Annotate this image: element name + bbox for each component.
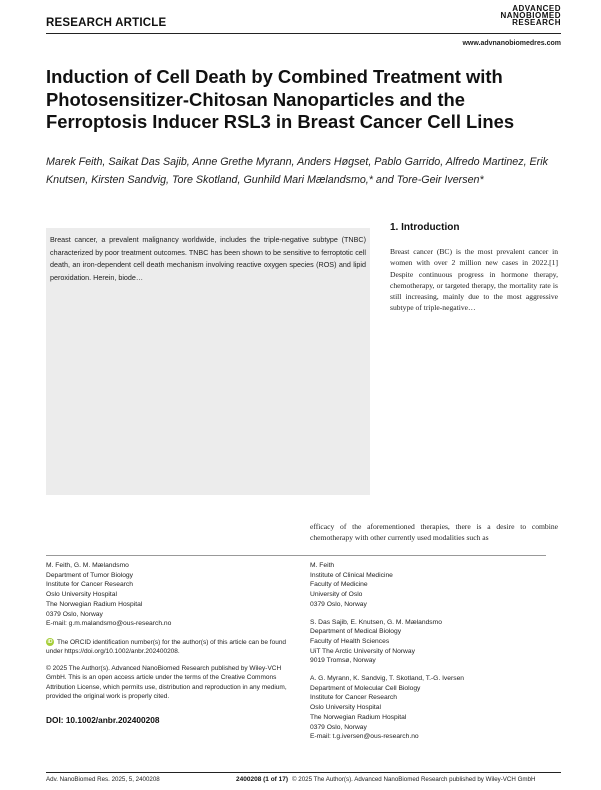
footer-page-prefix: 2400208 xyxy=(236,776,262,783)
journal-logo[interactable] xyxy=(489,5,561,26)
doi-link[interactable]: DOI: 10.1002/anbr.202400208 xyxy=(46,715,160,725)
footer-page-info: (1 of 17) xyxy=(263,776,289,783)
affiliation-line: Faculty of Health Sciences xyxy=(310,637,390,645)
affiliation-spacer xyxy=(310,666,560,674)
abstract-text: Breast cancer, a prevalent malignancy worldwide, includes the triple-negative subtype (TNBC) characterized by poor treatment outcomes. TNBC has been shown to be sensitive to ferroptotic cell death, an iron-dependent cell death mechanism involving reactive oxygen species (ROS) and lipid peroxidation. Herein, biode… xyxy=(50,235,366,282)
logo-line-2: NANOBIOMED xyxy=(500,11,561,20)
affiliation-line: Oslo University Hospital xyxy=(46,591,117,599)
affiliation-line: Oslo University Hospital xyxy=(310,704,381,712)
footer-divider xyxy=(46,772,561,773)
orcid-icon[interactable]: iD xyxy=(47,639,53,646)
affiliation-line: 9019 Tromsø, Norway xyxy=(310,657,376,665)
affiliation-line: S. Das Sajib, E. Knutsen, G. M. Mælandsmo xyxy=(310,618,442,626)
logo-line-1: ADVANCED xyxy=(512,4,561,13)
affiliation-line: The Norwegian Radium Hospital xyxy=(46,600,143,608)
left-affiliation-block xyxy=(46,561,296,629)
affiliations-left xyxy=(46,561,296,629)
right-affiliation-block xyxy=(310,618,560,667)
affiliation-line: University of Oslo xyxy=(310,591,363,599)
introduction-column-text: Breast cancer (BC) is the most prevalent cancer in women with over 2 million new cases in 2022.[1] Despite continuous progress in hormone therapy, chemotherapy, or targeted therapy, the mortality rate is still increasing, mainly due to the most aggressive subtype of triple-negative… xyxy=(390,247,558,313)
affiliation-line: Institute for Cancer Research xyxy=(46,581,133,589)
footer-copyright: © 2025 The Author(s). Advanced NanoBiomed Research published by Wiley-VCH GmbH xyxy=(292,776,536,783)
affiliation-line: Institute for Cancer Research xyxy=(310,694,397,702)
affiliation-line: Department of Tumor Biology xyxy=(46,571,133,579)
logo-line-3: RESEARCH xyxy=(512,18,561,27)
section-heading-introduction: 1. Introduction xyxy=(390,222,460,233)
affiliation-divider xyxy=(46,555,546,556)
article-title: Induction of Cell Death by Combined Treatment with Photosensitizer-Chitosan Nanoparticles and the Ferroptosis Inducer RSL3 in Breast Cancer Cell Lines xyxy=(46,66,515,132)
right-affiliation-block xyxy=(310,561,560,610)
affiliation-spacer xyxy=(310,610,560,618)
orcid-text: The ORCID identification number(s) for the author(s) of this article can be found under https://doi.org/10.1002/anbr.202400208. xyxy=(46,639,287,656)
right-affiliation-block xyxy=(310,674,560,742)
footer-citation: Adv. NanoBiomed Res. 2025, 5, 2400208 xyxy=(46,776,160,783)
journal-url-link[interactable]: www.advnanobiomedres.com xyxy=(462,40,561,47)
affiliations-right xyxy=(310,561,560,742)
affiliation-line: M. Feith xyxy=(310,562,335,569)
introduction-continued-text: efficacy of the aforementioned therapies, there is a desire to combine chemotherapy with other currently used modalities such as xyxy=(310,522,558,543)
affiliation-line: Department of Molecular Cell Biology xyxy=(310,684,421,692)
article-type-label: RESEARCH ARTICLE xyxy=(46,17,167,29)
affiliation-line: Faculty of Medicine xyxy=(310,581,368,589)
affiliation-line: Institute of Clinical Medicine xyxy=(310,571,393,579)
copyright-notice: © 2025 The Author(s). Advanced NanoBiomed Research published by Wiley-VCH GmbH. This is an open access article under the terms of the Creative Commons Attribution License, which permits use, distribution and reproduction in any medium, provided the original work is properly cited. xyxy=(46,665,287,701)
author-list: Marek Feith, Saikat Das Sajib, Anne Grethe Myrann, Anders Høgset, Pablo Garrido, Alfredo Martinez, Erik Knutsen, Kirsten Sandvig, Tore Skotland, Gunhild Mari Mælandsmo,* and Tore-Geir Iversen* xyxy=(46,156,548,186)
affiliation-line: 0379 Oslo, Norway xyxy=(310,723,367,731)
affiliation-line: M. Feith, G. M. Mælandsmo xyxy=(46,562,129,569)
affiliation-line: The Norwegian Radium Hospital xyxy=(310,713,407,721)
footer-page-number xyxy=(236,776,288,783)
affiliation-line[interactable]: E-mail: t.g.iversen@ous-research.no xyxy=(310,733,419,741)
affiliation-line[interactable]: E-mail: g.m.malandsmo@ous-research.no xyxy=(46,620,172,628)
affiliation-line: A. G. Myrann, K. Sandvig, T. Skotland, T.-G. Iversen xyxy=(310,675,465,683)
affiliation-line: 0379 Oslo, Norway xyxy=(46,610,103,618)
header-divider xyxy=(46,33,561,34)
affiliation-line: 0379 Oslo, Norway xyxy=(310,600,367,608)
orcid-note xyxy=(46,638,296,656)
affiliation-line: UiT The Arctic University of Norway xyxy=(310,647,415,655)
affiliation-line: Department of Medical Biology xyxy=(310,628,402,636)
